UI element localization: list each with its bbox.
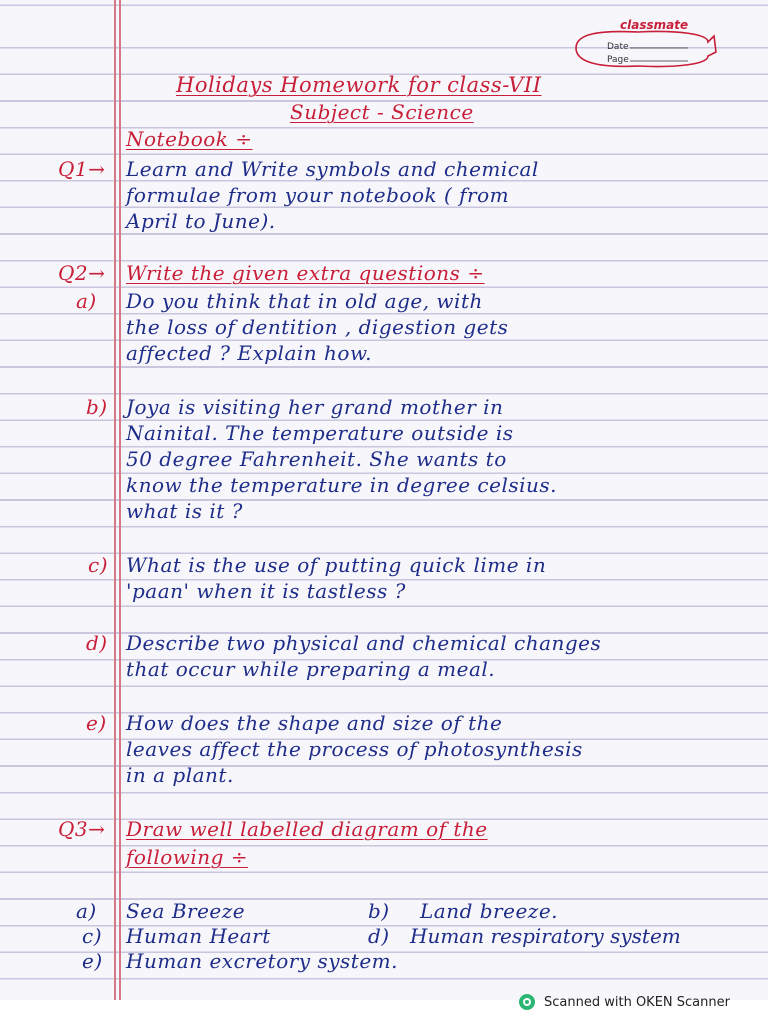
q2d-line: that occur while preparing a meal. <box>126 657 496 681</box>
q2d-label: d) <box>86 631 108 655</box>
q2b-line: what is it ? <box>126 499 243 523</box>
scanner-text: Scanned with OKEN Scanner <box>544 994 730 1010</box>
q2e-line: leaves affect the process of photosynthesis <box>126 737 583 761</box>
page-label: Page <box>607 55 629 65</box>
q2a-label: a) <box>76 289 97 313</box>
q2b-line: Joya is visiting her grand mother in <box>126 395 504 419</box>
q3-item-label: d) <box>368 924 390 948</box>
q1-label: Q1→ <box>58 157 106 181</box>
q3-item-label: e) <box>82 949 103 973</box>
q2e-line: How does the shape and size of the <box>126 711 503 735</box>
q2b-line: 50 degree Fahrenheit. She wants to <box>126 447 507 471</box>
oken-scanner-logo-icon <box>518 993 536 1011</box>
q2c-line: What is the use of putting quick lime in <box>126 553 547 577</box>
brand-name: classmate <box>620 18 689 32</box>
subject-heading: Subject - Science <box>290 100 474 124</box>
q3-label: Q3→ <box>58 817 106 841</box>
q3-item-label: a) <box>76 899 97 923</box>
date-label: Date <box>607 42 629 52</box>
q3-item: Human Heart <box>126 924 271 948</box>
margin-line-outer <box>114 0 116 1000</box>
q3-item: Human excretory system. <box>126 949 398 973</box>
q2b-label: b) <box>86 395 108 419</box>
scanner-watermark <box>518 992 730 1012</box>
q2b-line: Nainital. The temperature outside is <box>126 421 514 445</box>
q3-item: Sea Breeze <box>126 899 246 923</box>
margin-line-inner <box>119 0 121 1000</box>
q2-label: Q2→ <box>58 261 106 285</box>
q3-line: Draw well labelled diagram of the <box>126 817 488 841</box>
page-title: Holidays Homework for class-VII <box>176 73 542 97</box>
section-notebook: Notebook ÷ <box>126 127 253 151</box>
q3-line: following ÷ <box>126 845 249 869</box>
q3-item-label: b) <box>368 899 390 923</box>
q2a-line: affected ? Explain how. <box>126 341 373 365</box>
q2d-line: Describe two physical and chemical changes <box>126 631 602 655</box>
q2a-line: Do you think that in old age, with <box>126 289 483 313</box>
q2-heading: Write the given extra questions ÷ <box>126 261 485 285</box>
q1-line: April to June). <box>126 209 276 233</box>
q2c-label: c) <box>88 553 109 577</box>
q2e-line: in a plant. <box>126 763 234 787</box>
q1-line: formulae from your notebook ( from <box>126 183 510 207</box>
q2b-line: know the temperature in degree celsius. <box>126 473 558 497</box>
q2e-label: e) <box>86 711 107 735</box>
q2a-line: the loss of dentition , digestion gets <box>126 315 509 339</box>
q2c-line: 'paan' when it is tastless ? <box>126 579 406 603</box>
q3-item: Human respiratory system <box>410 924 681 948</box>
q3-item: Land breeze. <box>420 899 559 923</box>
q1-line: Learn and Write symbols and chemical <box>126 157 539 181</box>
q3-item-label: c) <box>82 924 103 948</box>
